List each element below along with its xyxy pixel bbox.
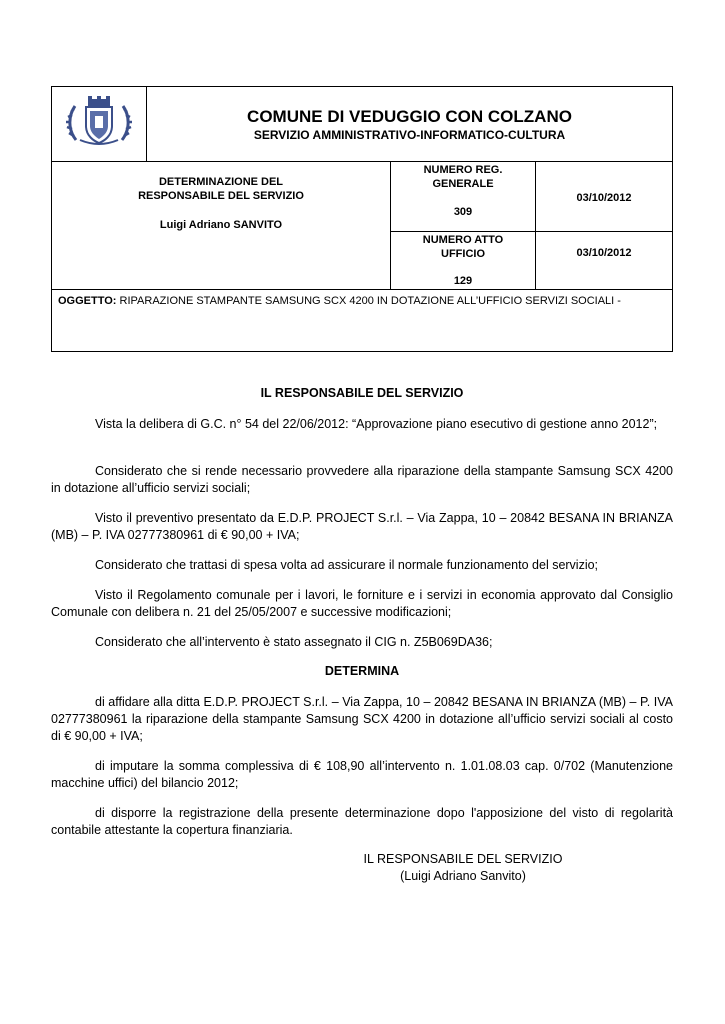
body-heading: IL RESPONSABILE DEL SERVIZIO [260,386,464,400]
numero-reg-value: 309 [453,206,473,218]
municipal-crest-icon [66,96,132,146]
servizio-name: SERVIZIO AMMINISTRATIVO-INFORMATICO-CULTURA [253,128,566,142]
numero-reg-date-cell [536,162,672,232]
oggetto-label: OGGETTO: [58,295,117,307]
responsabile-name: Luigi Adriano SANVITO [159,219,283,231]
logo-cell [52,87,147,162]
paragraph-5: Visto il Regolamento comunale per i lavori, le forniture e i servizi in economia approvato dal Consiglio Comunale con delibera n. 21 del 25/05/2007 e successive modificazioni; [51,588,673,619]
paragraph-3: Visto il preventivo presentato da E.D.P. PROJECT S.r.l. – Via Zappa, 10 – 20842 BESANA IN BRIANZA (MB) – P. IVA 02777380961 di € 90,00 + IVA; [51,511,673,542]
document-header-table [51,86,673,352]
numero-atto-date-cell [536,232,672,290]
determinazione-cell [52,162,391,290]
determina-heading: DETERMINA [324,664,400,678]
signature-title: IL RESPONSABILE DEL SERVIZIO [363,852,563,866]
numero-atto-label1: NUMERO ATTO [422,234,504,246]
numero-reg-label2: GENERALE [432,178,494,190]
determinazione-line2: RESPONSABILE DEL SERVIZIO [138,190,304,202]
numero-reg-label1: NUMERO REG. [423,164,503,176]
numero-reg-cell [391,162,536,232]
title-cell [147,87,672,162]
numero-atto-value: 129 [453,275,473,287]
determina-item-1: di affidare alla ditta E.D.P. PROJECT S.r.l. – Via Zappa, 10 – 20842 BESANA IN BRIANZA (MB) – P. IVA 02777380961 la riparazione della stampante Samsung SCX 4200 in dotazione all’ufficio servizi sociali al costo di € 90,00 + IVA; [51,695,673,743]
paragraph-1: Vista la delibera di G.C. n° 54 del 22/06/2012: “Approvazione piano esecutivo di gestione anno 2012”; [95,417,658,431]
paragraph-4: Considerato che trattasi di spesa volta ad assicurare il normale funzionamento del servizio; [95,558,599,572]
numero-reg-date: 03/10/2012 [576,192,632,204]
determina-item-3: di disporre la registrazione della presente determinazione dopo l'apposizione del visto di regolarità contabile attestante la copertura finanziaria. [51,806,673,837]
numero-atto-date: 03/10/2012 [576,247,632,259]
comune-name: COMUNE DI VEDUGGIO CON COLZANO [247,107,572,126]
determina-item-2: di imputare la somma complessiva di € 108,90 all’intervento n. 1.01.08.03 cap. 0/702 (Manutenzione macchine uffici) del bilancio 2012; [51,759,673,790]
numero-atto-cell [391,232,536,290]
paragraph-6: Considerato che all’intervento è stato assegnato il CIG n. Z5B069DA36; [95,635,493,649]
oggetto-cell [52,290,672,351]
oggetto-text: RIPARAZIONE STAMPANTE SAMSUNG SCX 4200 IN DOTAZIONE ALL’UFFICIO SERVIZI SOCIALI - [119,295,621,307]
numero-atto-label2: UFFICIO [441,248,485,260]
paragraph-2: Considerato che si rende necessario provvedere alla riparazione della stampante Samsung SCX 4200 in dotazione all’ufficio servizi sociali; [51,464,673,495]
signature-name: (Luigi Adriano Sanvito) [400,869,526,883]
determinazione-line1: DETERMINAZIONE DEL [158,176,284,188]
